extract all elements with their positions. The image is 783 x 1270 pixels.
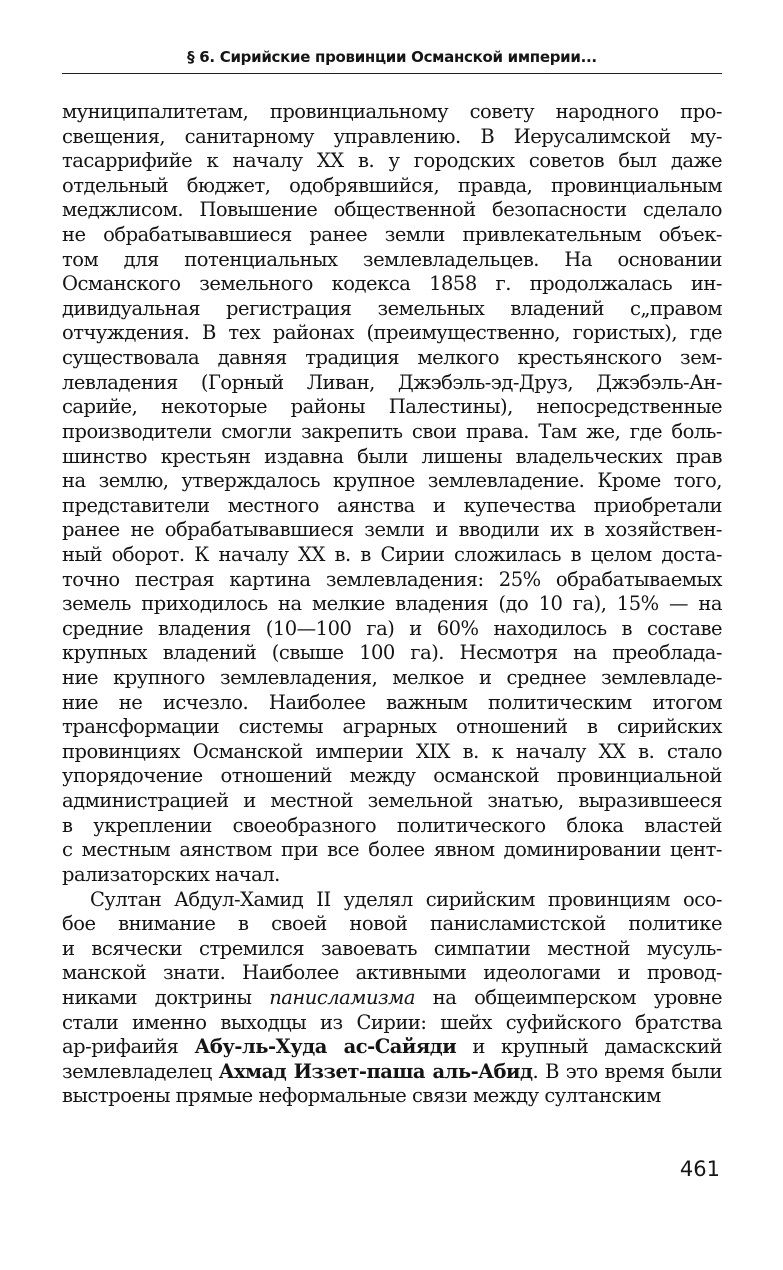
text-run: администрацией и местной земельной знатью, выразившееся bbox=[62, 789, 722, 813]
text-run: средние владения (10—100 га) и 60% находилось в составе bbox=[62, 616, 722, 640]
text-line bbox=[62, 125, 722, 150]
text-run: на землю, утверждалось крупное землевладение. Кроме того, bbox=[62, 469, 722, 493]
text-run: и всячески стремился завоевать симпатии местной мусуль- bbox=[62, 936, 722, 960]
text-line bbox=[62, 666, 722, 691]
text-run: том для потенциальных землевладельцев. На основании bbox=[62, 247, 722, 271]
text-line bbox=[62, 1060, 722, 1085]
text-line bbox=[62, 691, 722, 716]
text-run: рализаторских начал. bbox=[62, 862, 280, 886]
text-run: и крупный дамаскский bbox=[456, 1035, 722, 1059]
text-run: свещения, санитарному управлению. В Иерусалимской му- bbox=[62, 124, 722, 148]
text-run: муниципалитетам, провинциальному совету народного про- bbox=[62, 100, 722, 123]
text-run: провинциях Османской империи XIX в. к началу XX в. стало bbox=[62, 739, 722, 763]
text-run: землевладелец bbox=[62, 1059, 219, 1083]
text-run: Османского земельного кодекса 1858 г. продолжалась ин- bbox=[62, 272, 722, 296]
text-line bbox=[62, 592, 722, 617]
text-line bbox=[62, 321, 722, 346]
text-line bbox=[62, 715, 722, 740]
text-line bbox=[62, 1084, 722, 1109]
text-run: трансформации системы аграрных отношений в сирийских bbox=[62, 715, 722, 739]
text-line bbox=[62, 174, 722, 199]
italic-term: панисламизма bbox=[269, 985, 415, 1009]
text-line bbox=[62, 395, 722, 420]
bold-name: Ахмад Иззет-паша аль-Абид bbox=[218, 1059, 533, 1083]
header-rule bbox=[62, 73, 722, 74]
text-line bbox=[62, 469, 722, 494]
body-text bbox=[62, 100, 722, 1109]
text-line bbox=[62, 518, 722, 543]
text-run: бое внимание в своей новой панисламистской политике bbox=[62, 912, 722, 936]
text-line bbox=[62, 986, 722, 1011]
text-run: не обрабатывавшиеся ранее земли привлекательным объек- bbox=[62, 223, 722, 247]
text-run: ранее не обрабатывавшиеся земли и вводили их в хозяйствен- bbox=[62, 518, 722, 542]
text-line bbox=[62, 838, 722, 863]
text-run: отчуждения. В тех районах (преимущественно, гористых), где bbox=[62, 321, 722, 345]
text-run: выстроены прямые неформальные связи между султанским bbox=[62, 1084, 661, 1108]
text-run: Султан Абдул-Хамид II уделял сирийским провинциям осо- bbox=[90, 887, 722, 911]
text-line bbox=[62, 1035, 722, 1060]
text-run: существовала давняя традиция мелкого крестьянского зем- bbox=[62, 346, 722, 370]
text-line bbox=[62, 888, 722, 913]
text-line bbox=[62, 248, 722, 273]
text-line bbox=[62, 420, 722, 445]
text-run: . В это время были bbox=[532, 1059, 722, 1083]
text-line bbox=[62, 272, 722, 297]
text-line bbox=[62, 961, 722, 986]
text-run: стали именно выходцы из Сирии: шейх суфийского братства bbox=[62, 1010, 722, 1034]
text-line bbox=[62, 100, 722, 125]
text-line bbox=[62, 149, 722, 174]
text-line bbox=[62, 223, 722, 248]
text-run: дивидуальная регистрация земельных владений с„правом bbox=[62, 296, 722, 320]
text-line bbox=[62, 568, 722, 593]
text-run: никами доктрины bbox=[62, 985, 270, 1009]
page-number: 461 bbox=[679, 1157, 720, 1181]
text-line bbox=[62, 346, 722, 371]
text-run: манской знати. Наиболее активными идеологами и провод- bbox=[62, 961, 722, 985]
text-line bbox=[62, 617, 722, 642]
text-run: сарийе, некоторые районы Палестины), непосредственные bbox=[62, 395, 722, 419]
text-line bbox=[62, 937, 722, 962]
text-line bbox=[62, 1011, 722, 1036]
text-run: крупных владений (свыше 100 га). Несмотря на преоблада- bbox=[62, 641, 722, 665]
text-line bbox=[62, 814, 722, 839]
text-run: упорядочение отношений между османской провинциальной bbox=[62, 764, 722, 788]
running-head: § 6. Сирийские провинции Османской империи... bbox=[187, 48, 597, 66]
text-run: представители местного аянства и купечества приобретали bbox=[62, 493, 722, 517]
text-line bbox=[62, 863, 722, 888]
text-run: меджлисом. Повышение общественной безопасности сделало bbox=[62, 198, 722, 222]
text-run: отдельный бюджет, одобрявшийся, правда, провинциальным bbox=[62, 173, 722, 197]
text-line bbox=[62, 543, 722, 568]
text-run: ние не исчезло. Наиболее важным политическим итогом bbox=[62, 690, 722, 714]
text-run: производители смогли закрепить свои права. Там же, где боль- bbox=[62, 419, 722, 443]
text-run: левладения (Горный Ливан, Джэбэль-эд-Друз, Джэбэль-Ан- bbox=[62, 370, 722, 394]
text-line bbox=[62, 764, 722, 789]
text-run: в укреплении своеобразного политического блока властей bbox=[62, 813, 722, 837]
bold-name: Абу-ль-Худа ас-Сайяди bbox=[194, 1035, 457, 1059]
text-run: земель приходилось на мелкие владения (до 10 га), 15% — на bbox=[62, 592, 722, 616]
text-run: ние крупного землевладения, мелкое и среднее землевладе- bbox=[62, 666, 722, 690]
text-line bbox=[62, 198, 722, 223]
text-line bbox=[62, 789, 722, 814]
text-run: на общеимперском уровне bbox=[414, 985, 722, 1009]
text-line bbox=[62, 297, 722, 322]
text-line bbox=[62, 494, 722, 519]
text-run: ный оборот. К началу XX в. в Сирии сложилась в целом доста- bbox=[62, 542, 722, 566]
text-line bbox=[62, 445, 722, 470]
text-line bbox=[62, 912, 722, 937]
text-line bbox=[62, 371, 722, 396]
text-line bbox=[62, 641, 722, 666]
text-run: тасаррифийе к началу XX в. у городских советов был даже bbox=[62, 149, 722, 173]
text-run: ар-рифаийя bbox=[62, 1035, 195, 1059]
text-run: шинство крестьян издавна были лишены владельческих прав bbox=[62, 444, 722, 468]
text-line bbox=[62, 740, 722, 765]
text-run: точно пестрая картина землевладения: 25% обрабатываемых bbox=[62, 567, 722, 591]
text-run: с местным аянством при все более явном доминировании цент- bbox=[62, 838, 722, 862]
